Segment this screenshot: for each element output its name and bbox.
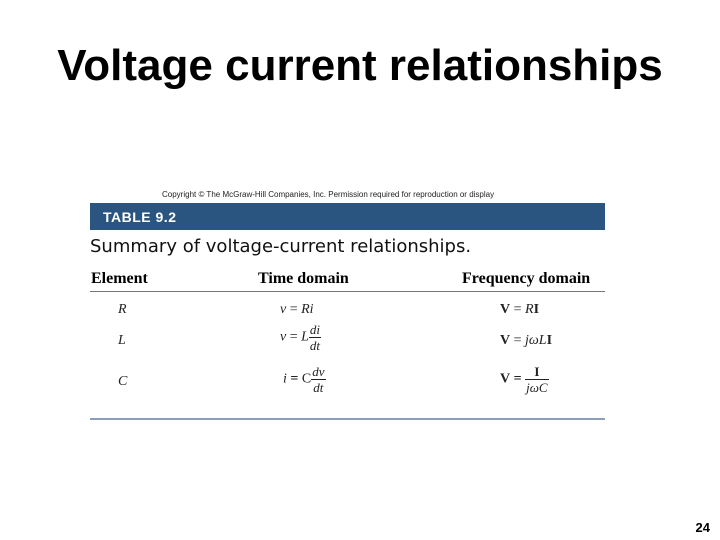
element-cell: L — [118, 333, 126, 348]
table-caption: Summary of voltage-current relationships. — [90, 236, 472, 257]
table-bottom-rule — [90, 418, 605, 420]
page-number: 24 — [695, 520, 710, 535]
element-cell: R — [118, 302, 127, 317]
column-header-time-domain: Time domain — [258, 270, 349, 287]
frequency-domain-cell: V = $\frac{I}{\text{jωC}}$ — [500, 364, 548, 395]
element-cell: C — [118, 374, 128, 389]
time-domain-cell: v = L $\frac{di}{dt}$ — [280, 322, 321, 353]
column-header-element: Element — [91, 270, 148, 287]
time-domain-cell: i = C $\frac{dv}{dt}$ — [283, 364, 325, 395]
frequency-domain-cell: V = RI — [500, 302, 540, 317]
column-header-frequency-domain: Frequency domain — [462, 270, 591, 287]
copyright-notice: Copyright © The McGraw-Hill Companies, Inc. Permission required for reproduction or display — [162, 190, 495, 199]
table-label-bar — [90, 203, 605, 230]
header-rule — [90, 291, 605, 292]
time-domain-cell: v = Ri — [280, 302, 314, 317]
frequency-domain-cell: V = jωLI — [500, 333, 553, 348]
table-label: TABLE 9.2 — [103, 209, 177, 225]
slide-title: Voltage current relationships — [57, 41, 663, 90]
